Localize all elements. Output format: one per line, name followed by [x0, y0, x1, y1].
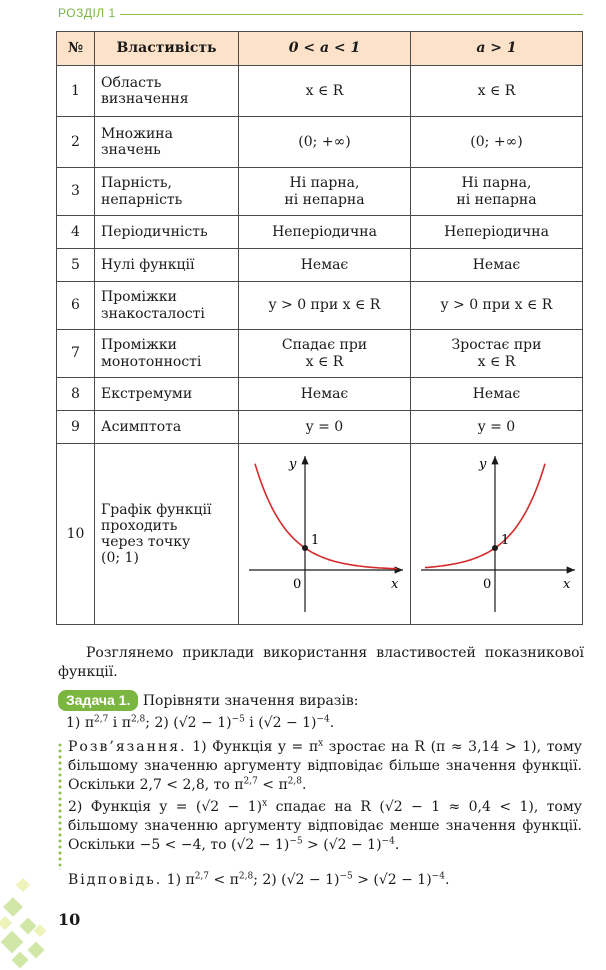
- cell-line: x ∈ R: [477, 353, 516, 370]
- cell-graph-a-less-1: [239, 444, 411, 625]
- answer-label: Відповідь.: [68, 872, 163, 888]
- cell-case-a-greater-1: [411, 168, 583, 216]
- task-statement: Порівняти значення виразів:: [142, 693, 359, 709]
- cell-case-a-greater-1: [411, 411, 583, 444]
- cell-number: 2: [57, 117, 95, 168]
- cell-property: [95, 444, 239, 625]
- table-row: [57, 117, 583, 168]
- cell-case-a-greater-1: [411, 117, 583, 168]
- cell-case-a-less-1: [239, 168, 411, 216]
- origin-label: 0: [483, 577, 492, 592]
- cell-line: через точку: [101, 534, 191, 550]
- graph-increasing: [411, 444, 583, 624]
- cell-case-a-less-1: [239, 249, 411, 282]
- cell-case-a-greater-1: [411, 378, 583, 411]
- origin-label: 0: [293, 577, 302, 592]
- cell-line: y > 0 при x ∈ R: [440, 297, 553, 314]
- cell-number: 6: [57, 282, 95, 330]
- cell-line: Зростає при: [451, 337, 542, 354]
- cell-case-a-greater-1: [411, 282, 583, 330]
- cell-line: (0; +∞): [298, 133, 351, 150]
- cell-property: [95, 168, 239, 216]
- exponential-curve: [255, 464, 397, 569]
- cell-line: Асимптота: [101, 418, 182, 435]
- cell-line: Ні парна,: [461, 175, 532, 192]
- cell-case-a-less-1: [239, 117, 411, 168]
- cell-property: [95, 411, 239, 444]
- cell-line: Проміжки: [101, 337, 177, 354]
- cell-line: Ні парна,: [289, 175, 360, 192]
- point-label: 1: [311, 533, 320, 548]
- cell-line: (0; 1): [101, 550, 139, 567]
- cell-case-a-greater-1: [411, 66, 583, 117]
- y-axis-label: y: [479, 457, 487, 472]
- cell-line: Немає: [472, 256, 521, 273]
- task-badge: Задача 1.: [58, 690, 138, 711]
- graph-decreasing: [239, 444, 411, 624]
- table-row: [57, 66, 583, 117]
- cell-line: Область: [101, 74, 162, 91]
- table-row: [57, 411, 583, 444]
- cell-line: ні непарна: [456, 191, 537, 208]
- cell-number: 4: [57, 216, 95, 249]
- table-row-graph: [57, 444, 583, 625]
- cell-case-a-less-1: [239, 378, 411, 411]
- cell-property: [95, 66, 239, 117]
- properties-table: [56, 31, 583, 625]
- intro-paragraph: Розглянемо приклади використання властивостей показникової функції.: [58, 645, 584, 680]
- cell-line: Неперіодична: [272, 223, 377, 240]
- answer-text: 1) $\pi^{2,7} < \pi^{2,8}$; 2) $(√2 - 1)^{-5} > (√2 - 1)^{-4}$.: [166, 871, 450, 888]
- cell-case-a-greater-1: [411, 216, 583, 249]
- header-rule: [120, 14, 583, 15]
- solution-part-1: [68, 738, 582, 795]
- cell-line: Парність,: [101, 175, 172, 192]
- cell-line: x ∈ R: [305, 82, 344, 99]
- exponential-curve: [425, 464, 545, 568]
- cell-line: y > 0 при x ∈ R: [268, 297, 381, 314]
- table-row: [57, 330, 583, 378]
- cell-line: Множина: [101, 125, 173, 142]
- cell-line: x ∈ R: [305, 353, 344, 370]
- table-row: [57, 282, 583, 330]
- cell-line: Періодичність: [101, 223, 208, 240]
- task-line: [58, 690, 584, 711]
- point-label: 1: [501, 533, 510, 548]
- cell-line: монотонності: [101, 353, 202, 370]
- table-row: [57, 168, 583, 216]
- cell-line: ні непарна: [284, 191, 365, 208]
- header-case-a-greater-1: a > 1: [411, 32, 583, 66]
- y-axis-label: y: [289, 457, 297, 472]
- cell-property: [95, 282, 239, 330]
- cell-line: визначення: [101, 91, 189, 107]
- page-number: 10: [58, 910, 81, 929]
- cell-line: y = 0: [305, 418, 344, 435]
- point-0-1: [302, 545, 308, 551]
- cell-line: Графік функції: [101, 501, 212, 518]
- task-items: 1) $\pi^{2,7}$ і $\pi^{2,8}$; 2) $(√2 - 1)^{-5}$ і $(√2 - 1)^{-4}$.: [66, 714, 335, 731]
- cell-number: 7: [57, 330, 95, 378]
- cell-line: (0; +∞): [470, 133, 523, 150]
- solution-dots: [57, 742, 63, 870]
- cell-case-a-less-1: [239, 411, 411, 444]
- solution-part-2: 2) Функція $y = (√2 - 1)^x$ спадає на R (√2 − 1 ≈ 0,4 < 1), тому більшому значенню аргументу відповідає менше значення функції. Оскільки −5 < −4, то $(√2 - 1)^{-5} > (√2 - 1)^{-4}$.: [68, 798, 582, 853]
- table-header-row: [57, 32, 583, 66]
- cell-case-a-greater-1: [411, 330, 583, 378]
- cell-line: непарність: [101, 191, 183, 208]
- cell-property: [95, 249, 239, 282]
- x-axis-label: x: [391, 577, 399, 592]
- cell-number: 1: [57, 66, 95, 117]
- table-row: [57, 378, 583, 411]
- cell-case-a-greater-1: [411, 249, 583, 282]
- cell-line: Проміжки: [101, 289, 177, 306]
- cell-number: 5: [57, 249, 95, 282]
- cell-case-a-less-1: [239, 216, 411, 249]
- answer-line: [68, 871, 582, 890]
- cell-line: Екстремуми: [101, 385, 193, 402]
- cell-property: [95, 117, 239, 168]
- cell-property: [95, 330, 239, 378]
- page-header: [58, 6, 583, 22]
- cell-number: 10: [57, 444, 95, 625]
- table-row: [57, 249, 583, 282]
- cell-number: 8: [57, 378, 95, 411]
- x-axis-label: x: [563, 577, 571, 592]
- solution-text-1: 1) Функція $y = \pi^x$ зростає на R (π ≈ 3,14 > 1), тому більшому значенню аргументу відповідає більше значення функції. Оскільки 2,7 < 2,8, то $\pi^{2,7} < \pi^{2,8}$.: [68, 738, 582, 793]
- section-label: РОЗДІЛ 1: [58, 6, 116, 20]
- header-case-a-less-1: 0 < a < 1: [239, 32, 411, 66]
- cell-graph-a-greater-1: [411, 444, 583, 625]
- cell-line: Нулі функції: [101, 256, 195, 273]
- cell-case-a-less-1: [239, 282, 411, 330]
- cell-line: Немає: [472, 385, 521, 402]
- cell-line: Спадає при: [281, 337, 368, 354]
- table-row: [57, 216, 583, 249]
- header-number: №: [57, 32, 95, 66]
- cell-line: Немає: [300, 256, 349, 273]
- cell-line: значень: [101, 142, 161, 158]
- cell-property: [95, 378, 239, 411]
- cell-line: x ∈ R: [477, 82, 516, 99]
- cell-number: 9: [57, 411, 95, 444]
- header-property: Властивість: [95, 32, 239, 66]
- cell-case-a-less-1: [239, 330, 411, 378]
- point-0-1: [492, 545, 498, 551]
- corner-decoration: [0, 860, 60, 970]
- cell-line: проходить: [101, 517, 178, 534]
- cell-line: Немає: [300, 385, 349, 402]
- cell-case-a-less-1: [239, 66, 411, 117]
- cell-line: Неперіодична: [444, 223, 549, 240]
- cell-number: 3: [57, 168, 95, 216]
- cell-line: знакосталості: [101, 305, 205, 322]
- cell-property: [95, 216, 239, 249]
- solution-label: Розв’язання.: [68, 739, 187, 755]
- cell-line: y = 0: [477, 418, 516, 435]
